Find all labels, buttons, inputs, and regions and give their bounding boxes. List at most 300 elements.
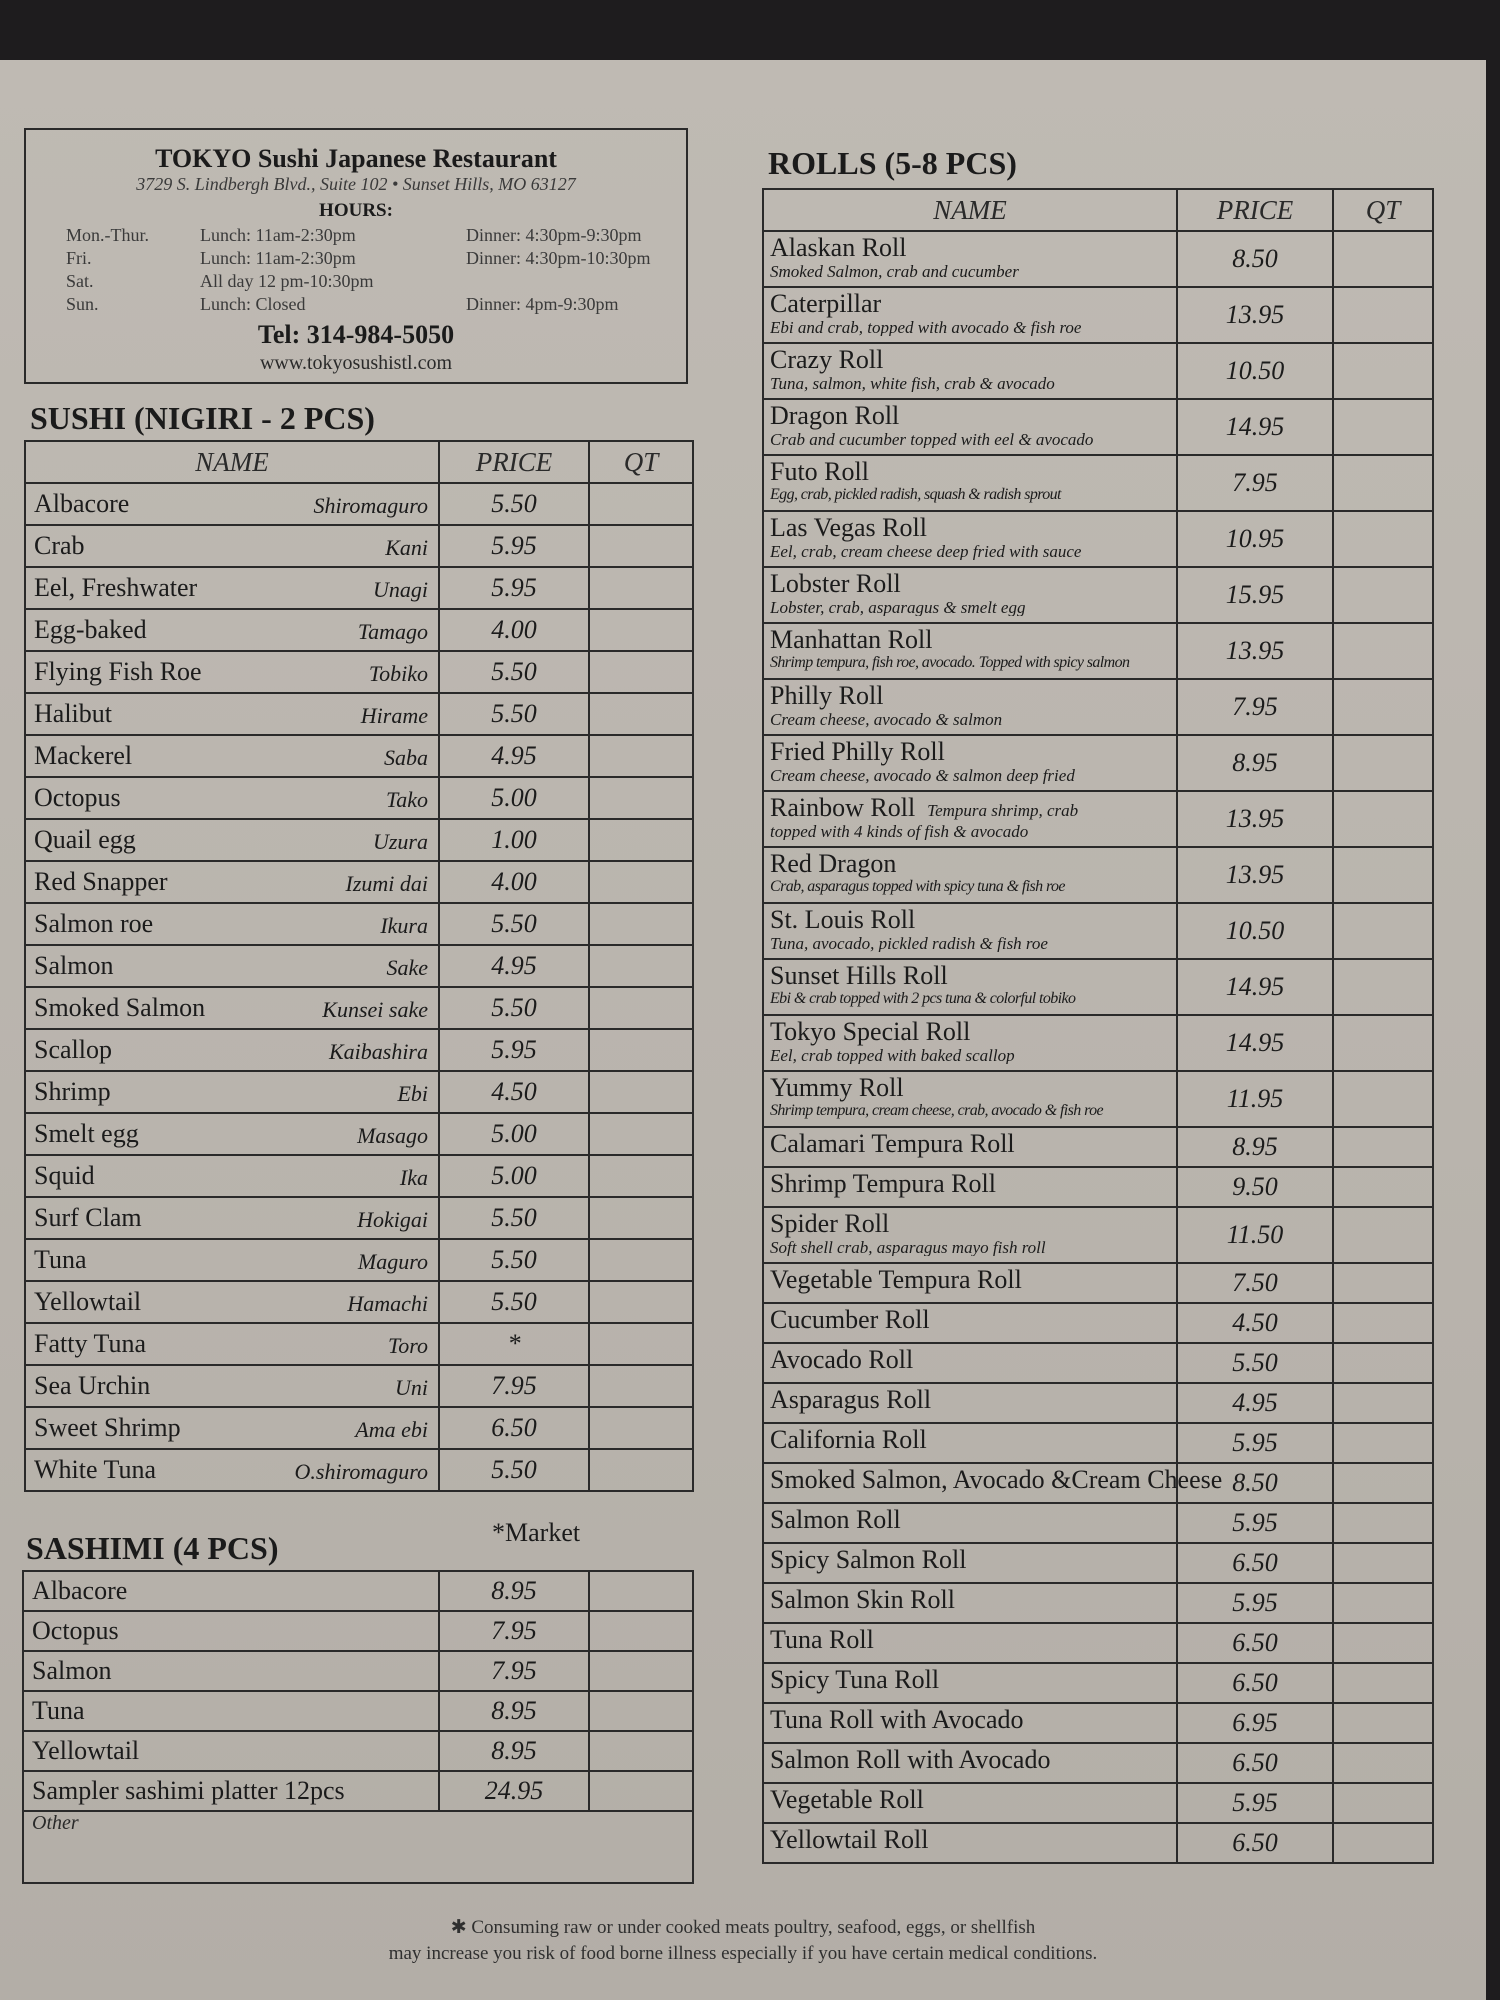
sushi-price: 5.50: [439, 483, 589, 525]
sushi-japanese-name: Unagi: [373, 577, 428, 602]
sushi-japanese-name: Tamago: [357, 619, 428, 644]
sushi-qty-cell[interactable]: [589, 525, 693, 567]
roll-row: [763, 455, 1433, 511]
roll-name-cell: [763, 1343, 1177, 1383]
roll-name-line: [770, 960, 1176, 989]
sushi-row: [25, 735, 693, 777]
roll-name-line: [770, 1584, 1176, 1613]
roll-name-line: [770, 792, 1176, 821]
sushi-name: White Tuna: [34, 1455, 157, 1484]
roll-qty-cell[interactable]: [1333, 1463, 1433, 1503]
roll-name-cell: [763, 679, 1177, 735]
sushi-qty-cell[interactable]: [589, 1197, 693, 1239]
roll-price: 5.95: [1177, 1783, 1333, 1823]
rolls-table: [762, 188, 1434, 1864]
roll-row: [763, 1543, 1433, 1583]
roll-name: Rainbow Roll: [770, 793, 916, 822]
sushi-name-cell: [25, 987, 439, 1029]
roll-row: [763, 791, 1433, 847]
roll-qty-cell[interactable]: [1333, 1623, 1433, 1663]
sushi-name-cell: [25, 483, 439, 525]
sushi-japanese-name: Hokigai: [357, 1207, 428, 1232]
roll-row: [763, 735, 1433, 791]
sashimi-row: [23, 1731, 693, 1771]
sashimi-qty-cell[interactable]: [589, 1571, 693, 1611]
sushi-qty-cell[interactable]: [589, 1281, 693, 1323]
roll-qty-cell[interactable]: [1333, 231, 1433, 287]
roll-name-line: [770, 232, 1176, 261]
roll-qty-cell[interactable]: [1333, 1583, 1433, 1623]
roll-price: 7.50: [1177, 1263, 1333, 1303]
sushi-japanese-name: Ama ebi: [355, 1417, 428, 1442]
roll-name: Vegetable Tempura Roll: [770, 1265, 1022, 1294]
sushi-name-cell: [25, 1029, 439, 1071]
roll-name: Salmon Roll with Avocado: [770, 1745, 1051, 1774]
roll-price: 11.50: [1177, 1207, 1333, 1263]
sushi-price: 5.50: [439, 1239, 589, 1281]
roll-name: Spicy Tuna Roll: [770, 1665, 940, 1694]
roll-row: [763, 1743, 1433, 1783]
roll-qty-cell[interactable]: [1333, 567, 1433, 623]
roll-name-cell: [763, 1207, 1177, 1263]
roll-name-cell: [763, 791, 1177, 847]
roll-name-line: [770, 1344, 1176, 1373]
hours-days: Fri.: [66, 248, 92, 268]
roll-price: 8.50: [1177, 1463, 1333, 1503]
roll-name: Smoked Salmon, Avocado &Cream Cheese: [770, 1465, 1223, 1494]
roll-qty-cell[interactable]: [1333, 1071, 1433, 1127]
sushi-name-cell: [25, 1071, 439, 1113]
sushi-qty-cell[interactable]: [589, 651, 693, 693]
sushi-qty-cell[interactable]: [589, 1449, 693, 1491]
sushi-row: [25, 1323, 693, 1365]
sashimi-qty-cell[interactable]: [589, 1731, 693, 1771]
roll-name-line: [770, 1504, 1176, 1533]
roll-name: Asparagus Roll: [770, 1385, 932, 1414]
roll-name: Philly Roll: [770, 681, 884, 710]
roll-name-cell: [763, 623, 1177, 679]
roll-price: 8.95: [1177, 735, 1333, 791]
roll-row: [763, 1503, 1433, 1543]
sushi-row: [25, 1407, 693, 1449]
sushi-name: Eel, Freshwater: [34, 573, 198, 602]
roll-qty-cell[interactable]: [1333, 735, 1433, 791]
sashimi-price: 7.95: [439, 1611, 589, 1651]
roll-qty-cell[interactable]: [1333, 847, 1433, 903]
roll-name: California Roll: [770, 1425, 927, 1454]
roll-row: [763, 1783, 1433, 1823]
sushi-name-cell: [25, 651, 439, 693]
roll-description: topped with 4 kinds of fish & avocado: [770, 823, 1029, 840]
hours-lunch: Lunch: Closed: [200, 294, 306, 314]
roll-name: Sunset Hills Roll: [770, 961, 948, 990]
roll-qty-cell[interactable]: [1333, 959, 1433, 1015]
roll-name-cell: [763, 847, 1177, 903]
roll-row: [763, 1663, 1433, 1703]
sushi-qty-cell[interactable]: [589, 735, 693, 777]
sushi-name: Sweet Shrimp: [34, 1413, 181, 1442]
sashimi-section-title: SASHIMI (4 PCS): [26, 1530, 279, 1566]
roll-name: Fried Philly Roll: [770, 737, 945, 766]
roll-name-cell: [763, 1463, 1223, 1503]
roll-qty-cell[interactable]: [1333, 1263, 1433, 1303]
sushi-table: [24, 440, 694, 1492]
food-safety-warning: ✱ Consuming raw or under cooked meats poultry, seafood, eggs, or shellfish: [450, 1917, 1036, 1938]
roll-row: [763, 399, 1433, 455]
sushi-name: Quail egg: [34, 825, 136, 854]
roll-name: Spider Roll: [770, 1209, 890, 1238]
roll-row: [763, 1127, 1433, 1167]
roll-name: Manhattan Roll: [770, 625, 933, 654]
roll-qty-cell[interactable]: [1333, 623, 1433, 679]
roll-row: [763, 1463, 1433, 1503]
sushi-qty-cell[interactable]: [589, 1029, 693, 1071]
sushi-section-title: SUSHI (NIGIRI - 2 PCS): [30, 400, 375, 436]
sushi-name-cell: [25, 693, 439, 735]
sushi-name: Squid: [34, 1161, 95, 1190]
roll-row: [763, 1263, 1433, 1303]
sushi-price: 5.95: [439, 525, 589, 567]
roll-name-cell: [763, 1623, 1177, 1663]
roll-name-line: [770, 568, 1176, 597]
roll-price: 6.50: [1177, 1823, 1333, 1863]
roll-name-cell: [763, 1503, 1177, 1543]
roll-row: [763, 1383, 1433, 1423]
roll-price: 15.95: [1177, 567, 1333, 623]
roll-price: 13.95: [1177, 623, 1333, 679]
roll-row: [763, 1343, 1433, 1383]
sushi-japanese-name: Izumi dai: [345, 871, 428, 896]
roll-row: [763, 287, 1433, 343]
roll-name-cell: [763, 1543, 1177, 1583]
sushi-row: [25, 1281, 693, 1323]
sushi-name-cell: [25, 525, 439, 567]
roll-price: 13.95: [1177, 847, 1333, 903]
roll-row: [763, 567, 1433, 623]
sushi-japanese-name: Hirame: [360, 703, 428, 728]
sashimi-qty-cell[interactable]: [589, 1691, 693, 1731]
roll-row: [763, 623, 1433, 679]
roll-price: 14.95: [1177, 959, 1333, 1015]
roll-qty-cell[interactable]: [1333, 287, 1433, 343]
sushi-price: 5.50: [439, 987, 589, 1029]
sushi-name-cell: [25, 1239, 439, 1281]
sushi-japanese-name: Ika: [399, 1165, 428, 1190]
sushi-price: 5.50: [439, 903, 589, 945]
sushi-name-cell: [25, 567, 439, 609]
sushi-qty-cell[interactable]: [589, 819, 693, 861]
hours-dinner: Dinner: 4pm-9:30pm: [466, 294, 619, 314]
roll-description: Shrimp tempura, cream cheese, crab, avocado & fish roe: [770, 1103, 1104, 1119]
roll-qty-cell[interactable]: [1333, 1743, 1433, 1783]
roll-name: St. Louis Roll: [770, 905, 916, 934]
sushi-row: [25, 1239, 693, 1281]
sashimi-table: [22, 1570, 694, 1884]
roll-price: 6.50: [1177, 1543, 1333, 1583]
sushi-name-cell: [25, 819, 439, 861]
roll-row: [763, 1015, 1433, 1071]
roll-name-cell: [763, 1071, 1177, 1127]
roll-price: 7.95: [1177, 679, 1333, 735]
roll-qty-cell[interactable]: [1333, 903, 1433, 959]
roll-qty-cell[interactable]: [1333, 1383, 1433, 1423]
sushi-japanese-name: Uzura: [372, 829, 428, 854]
roll-price: 4.50: [1177, 1303, 1333, 1343]
roll-qty-cell[interactable]: [1333, 511, 1433, 567]
sushi-name-cell: [25, 945, 439, 987]
roll-name: Alaskan Roll: [770, 233, 907, 262]
sashimi-qty-cell[interactable]: [589, 1611, 693, 1651]
sushi-price: 5.50: [439, 693, 589, 735]
sushi-col-qty: QT: [589, 441, 693, 483]
roll-description: Eel, crab, cream cheese deep fried with sauce: [770, 543, 1082, 560]
sushi-qty-cell[interactable]: [589, 777, 693, 819]
sashimi-name: Tuna: [23, 1691, 439, 1731]
roll-qty-cell[interactable]: [1333, 1207, 1433, 1263]
sushi-row: [25, 567, 693, 609]
roll-name-cell: [763, 1743, 1177, 1783]
roll-qty-cell[interactable]: [1333, 791, 1433, 847]
sashimi-qty-cell[interactable]: [589, 1651, 693, 1691]
sushi-name: Scallop: [34, 1035, 112, 1064]
sushi-name: Yellowtail: [34, 1287, 142, 1316]
restaurant-name: TOKYO Sushi Japanese Restaurant: [155, 144, 557, 173]
roll-name-cell: [763, 1015, 1177, 1071]
sushi-price: 4.95: [439, 945, 589, 987]
roll-name: Calamari Tempura Roll: [770, 1129, 1015, 1158]
roll-name-line: [770, 1784, 1176, 1813]
hours-dinner: Dinner: 4:30pm-9:30pm: [466, 225, 642, 245]
roll-name-line: [770, 624, 1176, 653]
roll-name-line: [770, 456, 1176, 485]
sushi-row: [25, 1197, 693, 1239]
roll-name-line: [770, 1824, 1176, 1853]
sushi-row: [25, 1365, 693, 1407]
roll-name: Crazy Roll: [770, 345, 884, 374]
sushi-qty-cell[interactable]: [589, 861, 693, 903]
sushi-qty-cell[interactable]: [589, 1113, 693, 1155]
sushi-qty-cell[interactable]: [589, 1365, 693, 1407]
sushi-japanese-name: Ebi: [397, 1081, 428, 1106]
roll-description: Egg, crab, pickled radish, squash & radish sprout: [770, 487, 1061, 503]
sushi-qty-cell[interactable]: [589, 693, 693, 735]
sushi-price: 5.50: [439, 1449, 589, 1491]
sashimi-price: 8.95: [439, 1691, 589, 1731]
roll-qty-cell[interactable]: [1333, 1127, 1433, 1167]
roll-price: 13.95: [1177, 287, 1333, 343]
sushi-qty-cell[interactable]: [589, 483, 693, 525]
sushi-qty-cell[interactable]: [589, 987, 693, 1029]
roll-qty-cell[interactable]: [1333, 1167, 1433, 1207]
roll-name-line: [770, 680, 1176, 709]
roll-row: [763, 343, 1433, 399]
roll-name: Tuna Roll with Avocado: [770, 1705, 1024, 1734]
hours-days: Sun.: [66, 294, 99, 314]
sashimi-row: [23, 1691, 693, 1731]
roll-price: 10.95: [1177, 511, 1333, 567]
sushi-row: [25, 651, 693, 693]
roll-qty-cell[interactable]: [1333, 1823, 1433, 1863]
roll-name-cell: [763, 1423, 1177, 1463]
roll-name-line: [770, 1168, 1176, 1197]
roll-name: Futo Roll: [770, 457, 869, 486]
roll-name-cell: [763, 567, 1177, 623]
roll-row: [763, 1303, 1433, 1343]
sushi-qty-cell[interactable]: [589, 1155, 693, 1197]
sushi-row: [25, 987, 693, 1029]
sashimi-price: 7.95: [439, 1651, 589, 1691]
roll-name-cell: [763, 1127, 1177, 1167]
hours-days: Mon.-Thur.: [66, 225, 149, 245]
roll-qty-cell[interactable]: [1333, 455, 1433, 511]
sushi-japanese-name: Uni: [395, 1375, 428, 1400]
market-price-note: *Market: [492, 1518, 581, 1547]
roll-qty-cell[interactable]: [1333, 1015, 1433, 1071]
sushi-row: [25, 903, 693, 945]
roll-description: Tuna, avocado, pickled radish & fish roe: [770, 935, 1048, 952]
roll-name-line: [770, 1072, 1176, 1101]
sushi-qty-cell[interactable]: [589, 609, 693, 651]
roll-name: Tuna Roll: [770, 1625, 874, 1654]
roll-name-cell: [763, 1583, 1177, 1623]
roll-row: [763, 679, 1433, 735]
roll-name-line: [770, 1384, 1176, 1413]
roll-qty-cell[interactable]: [1333, 679, 1433, 735]
roll-price: 10.50: [1177, 343, 1333, 399]
sushi-qty-cell[interactable]: [589, 1239, 693, 1281]
rolls-col-name: NAME: [763, 189, 1177, 231]
roll-qty-cell[interactable]: [1333, 399, 1433, 455]
sushi-name-cell: [25, 861, 439, 903]
roll-name: Cucumber Roll: [770, 1305, 930, 1334]
sushi-japanese-name: Saba: [384, 745, 428, 770]
roll-qty-cell[interactable]: [1333, 1343, 1433, 1383]
roll-description: Lobster, crab, asparagus & smelt egg: [770, 599, 1026, 616]
sashimi-qty-cell[interactable]: [589, 1771, 693, 1811]
sushi-japanese-name: Maguro: [357, 1249, 428, 1274]
roll-row: [763, 1703, 1433, 1743]
roll-name-line: [770, 1304, 1176, 1333]
sushi-price: 4.00: [439, 861, 589, 903]
roll-qty-cell[interactable]: [1333, 1663, 1433, 1703]
roll-name-line: [770, 344, 1176, 373]
sushi-name: Halibut: [34, 699, 112, 728]
sushi-price: 4.50: [439, 1071, 589, 1113]
sushi-row: [25, 1071, 693, 1113]
sushi-qty-cell[interactable]: [589, 1323, 693, 1365]
sushi-price: 5.00: [439, 1113, 589, 1155]
roll-description: Cream cheese, avocado & salmon: [770, 711, 1003, 728]
roll-qty-cell[interactable]: [1333, 1303, 1433, 1343]
sushi-name-cell: [25, 1113, 439, 1155]
sushi-row: [25, 1449, 693, 1491]
roll-qty-cell[interactable]: [1333, 1543, 1433, 1583]
sushi-name-cell: [25, 735, 439, 777]
hours-lunch: Lunch: 11am-2:30pm: [200, 225, 356, 245]
sushi-qty-cell[interactable]: [589, 567, 693, 609]
roll-description: Crab, asparagus topped with spicy tuna & fish roe: [770, 879, 1065, 895]
roll-row: [763, 1071, 1433, 1127]
roll-row: [763, 1423, 1433, 1463]
sushi-name: Smelt egg: [34, 1119, 139, 1148]
roll-row: [763, 1583, 1433, 1623]
sushi-qty-cell[interactable]: [589, 945, 693, 987]
sashimi-row: [23, 1771, 693, 1811]
sushi-price: 7.95: [439, 1365, 589, 1407]
hours-days: Sat.: [66, 271, 94, 291]
roll-name: Dragon Roll: [770, 401, 900, 430]
roll-name: Spicy Salmon Roll: [770, 1545, 967, 1574]
roll-row: [763, 1823, 1433, 1863]
sushi-name: Flying Fish Roe: [34, 657, 202, 686]
sushi-name-cell: [25, 777, 439, 819]
roll-qty-cell[interactable]: [1333, 1703, 1433, 1743]
sushi-row: [25, 861, 693, 903]
roll-name-cell: [763, 511, 1177, 567]
roll-description-inline: Tempura shrimp, crab: [927, 801, 1079, 820]
sushi-price: 5.95: [439, 1029, 589, 1071]
sushi-name-cell: [25, 1281, 439, 1323]
roll-qty-cell[interactable]: [1333, 1783, 1433, 1823]
roll-row: [763, 231, 1433, 287]
roll-row: [763, 959, 1433, 1015]
roll-name-line: [770, 1744, 1176, 1773]
sushi-name: Tuna: [34, 1245, 87, 1274]
sushi-japanese-name: O.shiromaguro: [294, 1459, 428, 1484]
sushi-col-name: NAME: [25, 441, 439, 483]
sushi-name: Surf Clam: [34, 1203, 142, 1232]
sashimi-name: Albacore: [23, 1571, 439, 1611]
sushi-price: 4.95: [439, 735, 589, 777]
roll-name-cell: [763, 1703, 1177, 1743]
sushi-name-cell: [25, 903, 439, 945]
sushi-qty-cell[interactable]: [589, 1407, 693, 1449]
roll-name: Salmon Skin Roll: [770, 1585, 955, 1614]
sushi-qty-cell[interactable]: [589, 1071, 693, 1113]
sushi-name: Mackerel: [34, 741, 133, 770]
sushi-name: Sea Urchin: [34, 1371, 151, 1400]
roll-name: Avocado Roll: [770, 1345, 914, 1374]
roll-name-line: [770, 1664, 1176, 1693]
roll-name-line: [770, 1016, 1176, 1045]
sushi-name: Fatty Tuna: [34, 1329, 146, 1358]
roll-name-cell: [763, 1167, 1177, 1207]
rolls-col-price: PRICE: [1177, 189, 1333, 231]
roll-name-cell: [763, 735, 1177, 791]
sushi-japanese-name: Shiromaguro: [313, 493, 428, 518]
roll-qty-cell[interactable]: [1333, 343, 1433, 399]
sushi-japanese-name: Kani: [385, 535, 428, 560]
sushi-name-cell: [25, 1323, 439, 1365]
hours-lunch: All day 12 pm-10:30pm: [200, 271, 374, 291]
roll-qty-cell[interactable]: [1333, 1423, 1433, 1463]
sushi-qty-cell[interactable]: [589, 903, 693, 945]
sashimi-price: 24.95: [439, 1771, 589, 1811]
roll-price: 13.95: [1177, 791, 1333, 847]
roll-price: 4.95: [1177, 1383, 1333, 1423]
roll-price: 5.95: [1177, 1583, 1333, 1623]
roll-name-line: [770, 904, 1176, 933]
roll-name: Yellowtail Roll: [770, 1825, 929, 1854]
roll-name-line: [770, 736, 1176, 765]
sushi-row: [25, 693, 693, 735]
sushi-name: Shrimp: [34, 1077, 111, 1106]
sushi-name-cell: [25, 1407, 439, 1449]
roll-row: [763, 1207, 1433, 1263]
roll-qty-cell[interactable]: [1333, 1503, 1433, 1543]
roll-description: Cream cheese, avocado & salmon deep fried: [770, 767, 1075, 784]
roll-price: 6.50: [1177, 1623, 1333, 1663]
